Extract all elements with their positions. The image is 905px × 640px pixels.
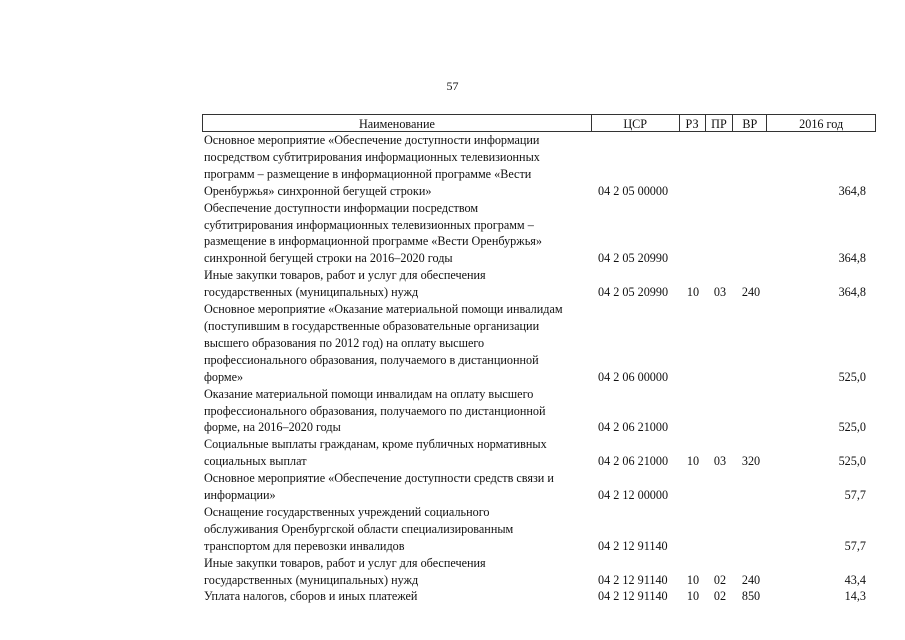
row-sum: 525,0 — [838, 420, 866, 435]
row-name-line: социальных выплат — [204, 454, 307, 469]
row-name-line: высшего образования по 2012 год) на оплату высшего — [204, 335, 485, 350]
table-row — [202, 555, 876, 589]
row-sum: 525,0 — [838, 454, 866, 469]
row-csr: 04 2 12 00000 — [598, 488, 669, 503]
row-sum: 364,8 — [838, 285, 866, 300]
row-csr: 04 2 06 21000 — [598, 454, 669, 469]
row-sum: 57,7 — [844, 538, 866, 553]
row-name-line: обслуживания Оренбургской области специализированным — [204, 521, 514, 536]
row-name-line: Иные закупки товаров, работ и услуг для обеспечения — [204, 555, 486, 570]
table-row — [202, 504, 876, 555]
header-rz: РЗ — [680, 115, 706, 131]
row-name-line: субтитрирования информационных телевизионных программ – — [204, 217, 534, 232]
header-year: 2016 год — [799, 117, 844, 131]
row-name-line: (поступившим в государственные образовательные организации — [204, 318, 540, 333]
row-pr: 02 — [713, 589, 727, 604]
row-csr: 04 2 06 00000 — [598, 369, 669, 384]
row-name-line: профессионального образования, получаемого в дистанционной — [204, 352, 539, 367]
table-row — [202, 301, 876, 386]
row-sum: 364,8 — [838, 251, 866, 266]
row-name-line: посредством субтитрирования информационных телевизионных — [204, 149, 540, 164]
row-pr: 02 — [713, 572, 727, 587]
row-name-line: Социальные выплаты гражданам, кроме публичных нормативных — [204, 437, 547, 452]
row-name-line: Иные закупки товаров, работ и услуг для обеспечения — [204, 268, 486, 283]
row-vr: 240 — [741, 285, 761, 300]
row-csr: 04 2 12 91140 — [598, 572, 668, 587]
header-csr: ЦСР — [592, 115, 680, 131]
row-name — [202, 386, 592, 437]
row-pr: 03 — [713, 285, 727, 300]
header-vr: ВР — [733, 115, 767, 131]
row-name — [202, 200, 592, 268]
table-row — [202, 588, 876, 605]
row-rz: 10 — [686, 589, 700, 604]
row-name-line: информации» — [204, 488, 276, 503]
row-sum: 364,8 — [838, 183, 866, 198]
table-header — [202, 114, 876, 132]
row-vr: 850 — [741, 589, 761, 604]
budget-table — [202, 114, 876, 605]
row-rz: 10 — [686, 572, 700, 587]
table-row — [202, 386, 876, 437]
row-vr: 240 — [741, 572, 761, 587]
row-name-line: Уплата налогов, сборов и иных платежей — [204, 589, 418, 604]
row-name — [202, 132, 592, 200]
row-name-line: Основное мероприятие «Обеспечение доступности средств связи и — [204, 471, 554, 486]
row-name — [202, 588, 592, 605]
row-vr: 320 — [741, 454, 761, 469]
row-name-line: синхронной бегущей строки на 2016–2020 годы — [204, 251, 453, 266]
row-csr: 04 2 12 91140 — [598, 538, 668, 553]
row-rz: 10 — [686, 454, 700, 469]
row-csr: 04 2 06 21000 — [598, 420, 669, 435]
table-row — [202, 200, 876, 268]
header-name: Наименование — [203, 115, 592, 131]
row-name-line: Обеспечение доступности информации посредством — [204, 200, 479, 215]
table-row — [202, 470, 876, 504]
row-csr: 04 2 05 20990 — [598, 251, 669, 266]
table-row — [202, 132, 876, 200]
row-csr: 04 2 12 91140 — [598, 589, 668, 604]
row-name-line: Оснащение государственных учреждений социального — [204, 504, 490, 519]
header-pr: ПР — [706, 115, 734, 131]
row-name-line: Основное мероприятие «Обеспечение доступности информации — [204, 133, 540, 147]
row-name-line: профессионального образования, получаемого по дистанционной — [204, 403, 546, 418]
table-row — [202, 436, 876, 470]
row-sum: 14,3 — [844, 589, 866, 604]
row-csr: 04 2 05 20990 — [598, 285, 669, 300]
row-pr: 03 — [713, 454, 727, 469]
row-name-line: Основное мероприятие «Оказание материальной помощи инвалидам — [204, 302, 563, 317]
row-rz: 10 — [686, 285, 700, 300]
row-name — [202, 301, 592, 386]
row-name — [202, 555, 592, 589]
row-name-line: размещение в информационной программе «Вести Оренбуржья» — [204, 234, 542, 249]
row-name-line: Оренбуржья» синхронной бегущей строки» — [204, 183, 432, 198]
row-name — [202, 267, 592, 301]
row-name-line: Оказание материальной помощи инвалидам на оплату высшего — [204, 386, 534, 401]
table-row — [202, 267, 876, 301]
row-name-line: программ – размещение в информационной программе «Вести — [204, 166, 532, 181]
page-number: 57 — [446, 79, 459, 93]
row-sum: 43,4 — [844, 572, 866, 587]
row-name — [202, 436, 592, 470]
row-sum: 525,0 — [838, 369, 866, 384]
row-name — [202, 470, 592, 504]
row-name-line: государственных (муниципальных) нужд — [204, 285, 419, 300]
table-body — [202, 132, 876, 605]
row-name-line: государственных (муниципальных) нужд — [204, 572, 419, 587]
row-name-line: форме» — [204, 369, 244, 384]
row-sum: 57,7 — [844, 488, 866, 503]
row-name — [202, 504, 592, 555]
row-name-line: транспортом для перевозки инвалидов — [204, 538, 405, 553]
row-name-line: форме, на 2016–2020 годы — [204, 420, 341, 435]
row-csr: 04 2 05 00000 — [598, 183, 669, 198]
